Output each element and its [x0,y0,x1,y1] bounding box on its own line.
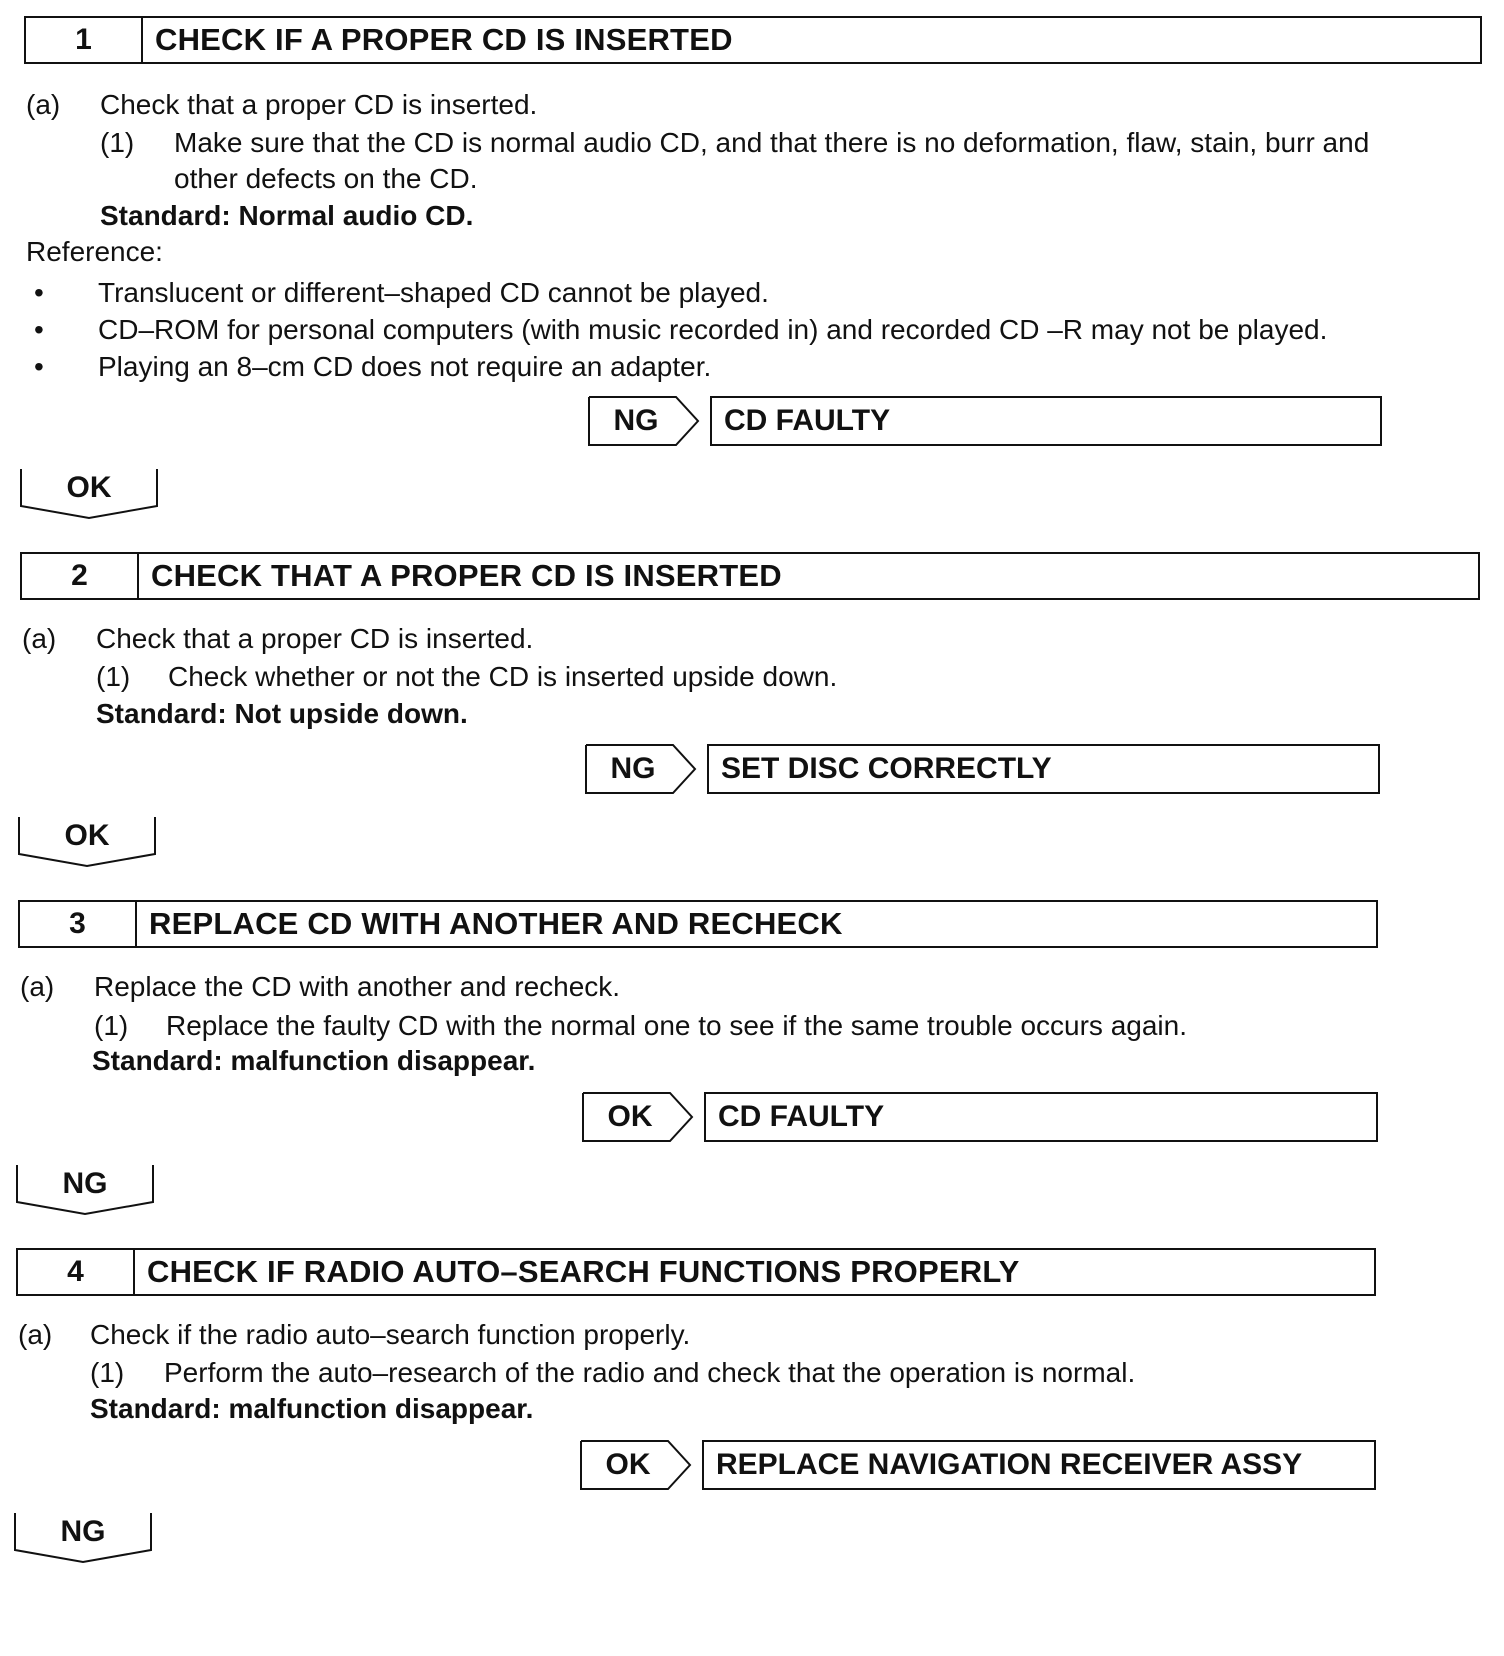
result-row [582,1092,1378,1142]
step-title: CHECK THAT A PROPER CD IS INSERTED [151,558,782,593]
standard: Standard: malfunction disappear. [90,1393,534,1424]
result-box: SET DISC CORRECTLY [707,744,1380,794]
standard: Standard: Not upside down. [96,698,468,729]
sub-text: Perform the auto–research of the radio and check that the operation is normal. [164,1357,1136,1388]
flow-tag: OK [18,816,156,868]
step-title: CHECK IF A PROPER CD IS INSERTED [155,22,733,57]
reference-item: Playing an 8–cm CD does not require an adapter. [98,351,712,382]
result-box: CD FAULTY [710,396,1382,446]
result-tag: NG [585,744,697,794]
step-number: 3 [20,902,137,946]
result-box: CD FAULTY [704,1092,1378,1142]
action-text: Replace the CD with another and recheck. [94,971,621,1002]
sub-label: (1) [94,1010,129,1041]
flow-tag: NG [16,1164,154,1216]
step-title: CHECK IF RADIO AUTO–SEARCH FUNCTIONS PROPERLY [147,1254,1020,1289]
result-tag: OK [580,1440,692,1490]
result-row [580,1440,1376,1490]
result-tag: OK [582,1092,694,1142]
standard: Standard: malfunction disappear. [92,1045,536,1076]
action-label: (a) [20,971,55,1002]
sub-text: Make sure that the CD is normal audio CD, and that there is no deformation, flaw, stain, burr and [174,127,1370,158]
step-3-header [18,900,1378,948]
action-text: Check if the radio auto–search function properly. [90,1319,691,1350]
flow-tag: NG [14,1512,152,1564]
reference-item: CD–ROM for personal computers (with music recorded in) and recorded CD –R may not be played. [98,314,1328,345]
standard: Standard: Normal audio CD. [100,200,474,231]
step-4-header [16,1248,1376,1296]
action-label: (a) [22,623,57,654]
bullet-icon: • [34,314,44,345]
action-text: Check that a proper CD is inserted. [96,623,534,654]
sub-text-cont: other defects on the CD. [174,163,478,194]
step-number: 2 [22,554,139,598]
reference-item: Translucent or different–shaped CD cannot be played. [98,277,769,308]
action-label: (a) [26,89,61,120]
step-2-header [20,552,1480,600]
result-box: REPLACE NAVIGATION RECEIVER ASSY [702,1440,1376,1490]
sub-text: Replace the faulty CD with the normal one to see if the same trouble occurs again. [166,1010,1187,1041]
result-row [588,396,1382,446]
sub-label: (1) [96,661,131,692]
sub-label: (1) [90,1357,125,1388]
step-number: 1 [26,18,143,62]
flow-tag: OK [20,468,158,520]
bullet-icon: • [34,277,44,308]
action-text: Check that a proper CD is inserted. [100,89,538,120]
sub-text: Check whether or not the CD is inserted upside down. [168,661,838,692]
action-label: (a) [18,1319,53,1350]
step-number: 4 [18,1250,135,1294]
step-title: REPLACE CD WITH ANOTHER AND RECHECK [149,906,843,941]
sub-label: (1) [100,127,135,158]
result-tag: NG [588,396,700,446]
result-row [585,744,1380,794]
reference-label: Reference: [26,236,163,267]
step-1-header [24,16,1482,64]
bullet-icon: • [34,351,44,382]
